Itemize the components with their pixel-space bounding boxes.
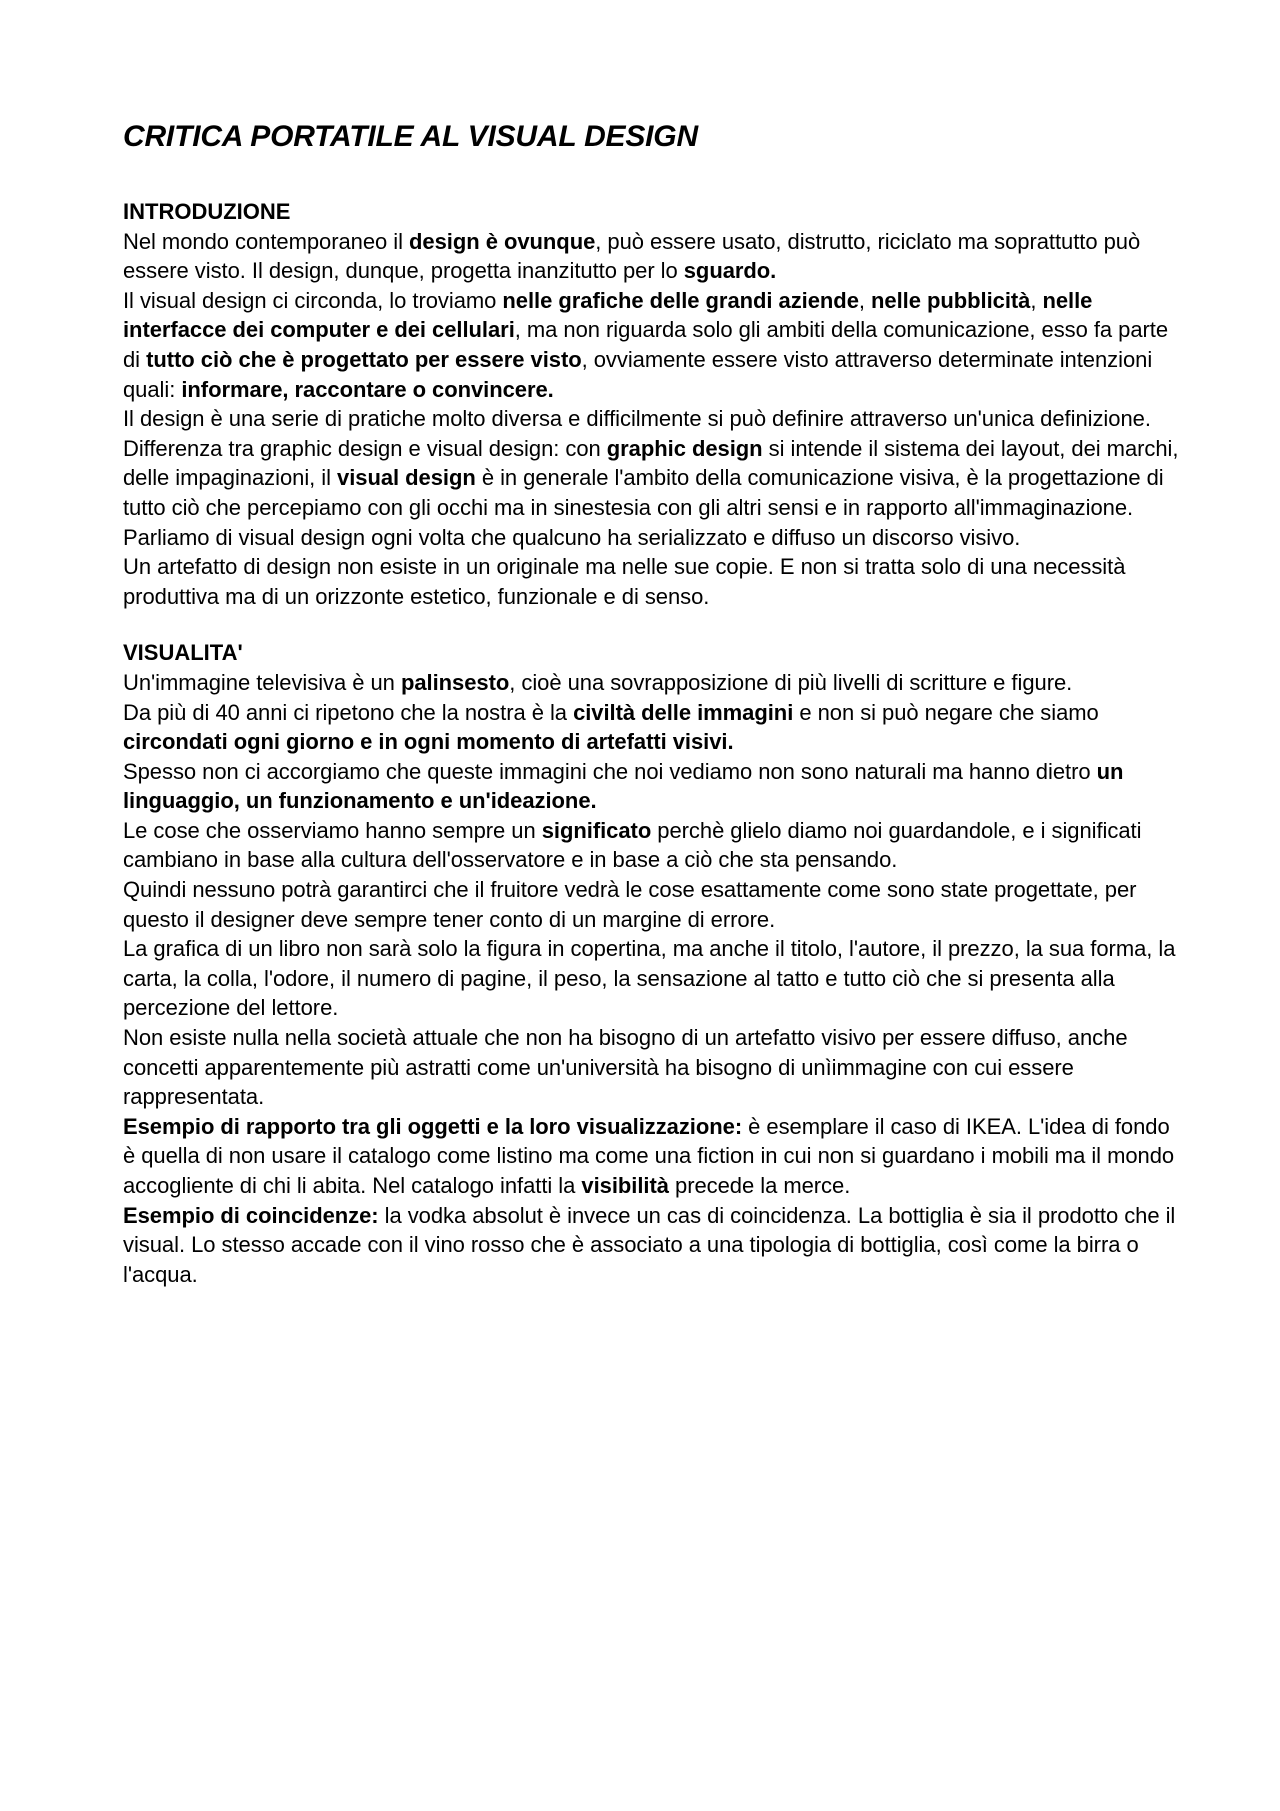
paragraph	[123, 757, 1183, 816]
text-run: Parliamo di visual design ogni volta che qualcuno ha serializzato e diffuso un discorso visivo.	[123, 524, 1021, 550]
bold-text: informare, raccontare o convincere.	[181, 376, 554, 402]
bold-text: nelle interfacce dei computer e dei cellulari	[123, 287, 1093, 343]
text-run: ,	[858, 287, 872, 313]
bold-text: un linguaggio, un funzionamento e un'ideazione.	[123, 758, 1124, 814]
bold-text: tutto ciò che è progettato per essere visto	[146, 346, 582, 372]
text-run: la vodka absolut è invece un cas di coincidenza. La bottiglia è sia il prodotto che il visual. Lo stesso accade con il vino rosso che è associato a una tipologia di bottiglia, così come la birra o l'acqua.	[123, 1202, 1176, 1287]
text-run: e non si può negare che siamo	[793, 699, 1099, 725]
text-run: Il visual design ci circonda, lo troviamo	[123, 287, 503, 313]
bold-text: graphic design	[606, 435, 763, 461]
paragraph	[123, 1201, 1183, 1290]
document-title: CRITICA PORTATILE AL VISUAL DESIGN	[123, 120, 698, 153]
text-run: è in generale l'ambito della comunicazione visiva, è la progettazione di tutto ciò che percepiamo con gli occhi ma in sinestesia con gli altri sensi e in rapporto all'immaginazione.	[123, 465, 1164, 520]
text-run: La grafica di un libro non sarà solo la figura in copertina, ma anche il titolo, l'autore, il prezzo, la sua forma, la carta, la colla, l'odore, il numero di pagine, il peso, la sensazione al tatto e tutto ciò che si presenta alla percezione del lettore.	[123, 936, 1176, 1021]
text-run: perchè glielo diamo noi guardandole, e i significati cambiano in base alla cultura dell'osservatore e in base a ciò che sta pensando.	[123, 817, 1142, 873]
paragraph	[123, 1112, 1183, 1201]
paragraph	[123, 668, 1183, 698]
text-run: Differenza tra graphic design e visual design: con	[123, 435, 607, 461]
section-heading: VISUALITA'	[123, 640, 243, 666]
text-run: Un artefatto di design non esiste in un originale ma nelle sue copie. E non si tratta solo di una necessità produttiva ma di un orizzonte estetico, funzionale e di senso.	[123, 554, 1126, 609]
bold-text: significato	[541, 817, 652, 843]
paragraph	[123, 1023, 1183, 1112]
paragraph	[123, 875, 1183, 934]
bold-text: visual design	[337, 465, 476, 491]
bold-text: Esempio di coincidenze:	[123, 1202, 379, 1228]
bold-text: civiltà delle immagini	[573, 699, 794, 725]
paragraph	[123, 434, 1183, 523]
bold-text: Esempio di rapporto tra gli oggetti e la loro visualizzazione:	[123, 1113, 743, 1139]
text-run: precede la merce.	[668, 1173, 851, 1198]
text-run: Le cose che osserviamo hanno sempre un	[123, 817, 542, 843]
text-run: Spesso non ci accorgiamo che queste immagini che noi vediamo non sono naturali ma hanno dietro	[123, 758, 1097, 784]
bold-text: circondati ogni giorno e in ogni momento di artefatti visivi.	[123, 729, 734, 755]
document-body	[123, 197, 1183, 1289]
text-run: Un'immagine televisiva è un	[123, 669, 401, 695]
paragraph	[123, 698, 1183, 757]
paragraph	[123, 227, 1183, 286]
text-run: Quindi nessuno potrà garantirci che il fruitore vedrà le cose esattamente come sono state progettate, per questo il designer deve sempre tener conto di un margine di errore.	[123, 877, 1137, 932]
section-heading: INTRODUZIONE	[123, 199, 291, 224]
text-run: ,	[1030, 287, 1043, 313]
text-run: è esemplare il caso di IKEA. L'idea di fondo è quella di non usare il catalogo come listino ma come una fiction in cui non si guardano i mobili ma il mondo accogliente di chi li abita. Nel catalogo infatti la	[123, 1113, 1175, 1198]
document-page	[123, 118, 1183, 1289]
text-run: Da più di 40 anni ci ripetono che la nostra è la	[123, 699, 574, 725]
text-run: , cioè una sovrapposizione di più livelli di scritture e figure.	[509, 669, 1073, 695]
bold-text: sguardo.	[683, 258, 777, 284]
paragraph	[123, 404, 1183, 434]
text-run: si intende il sistema dei layout, dei marchi, delle impaginazioni, il	[123, 435, 1179, 491]
paragraph	[123, 523, 1183, 553]
bold-text: palinsesto	[400, 669, 510, 695]
text-run: Il design è una serie di pratiche molto diversa e difficilmente si può definire attraverso un'unica definizione.	[123, 406, 1151, 432]
text-run: Non esiste nulla nella società attuale che non ha bisogno di un artefatto visivo per essere diffuso, anche concetti apparentemente più astratti come un'università ha bisogno di unìimmagine con cui essere rappresentata.	[123, 1025, 1128, 1110]
bold-text: visibilità	[581, 1173, 669, 1198]
text-run: Nel mondo contemporaneo il	[123, 228, 410, 254]
paragraph	[123, 552, 1183, 611]
bold-text: nelle grafiche delle grandi aziende	[502, 287, 859, 313]
text-run: , può essere usato, distrutto, riciclato ma soprattutto può essere visto. Il design, dunque, progetta inanzitutto per lo	[123, 228, 1141, 284]
text-run: , ma non riguarda solo gli ambiti della comunicazione, esso fa parte di	[123, 317, 1169, 372]
bold-text: nelle pubblicità	[871, 287, 1031, 313]
paragraph	[123, 286, 1183, 404]
bold-text: design è ovunque	[409, 228, 596, 254]
text-run: , ovviamente essere visto attraverso determinate intenzioni quali:	[123, 346, 1153, 402]
paragraph	[123, 816, 1183, 875]
paragraph	[123, 934, 1183, 1023]
